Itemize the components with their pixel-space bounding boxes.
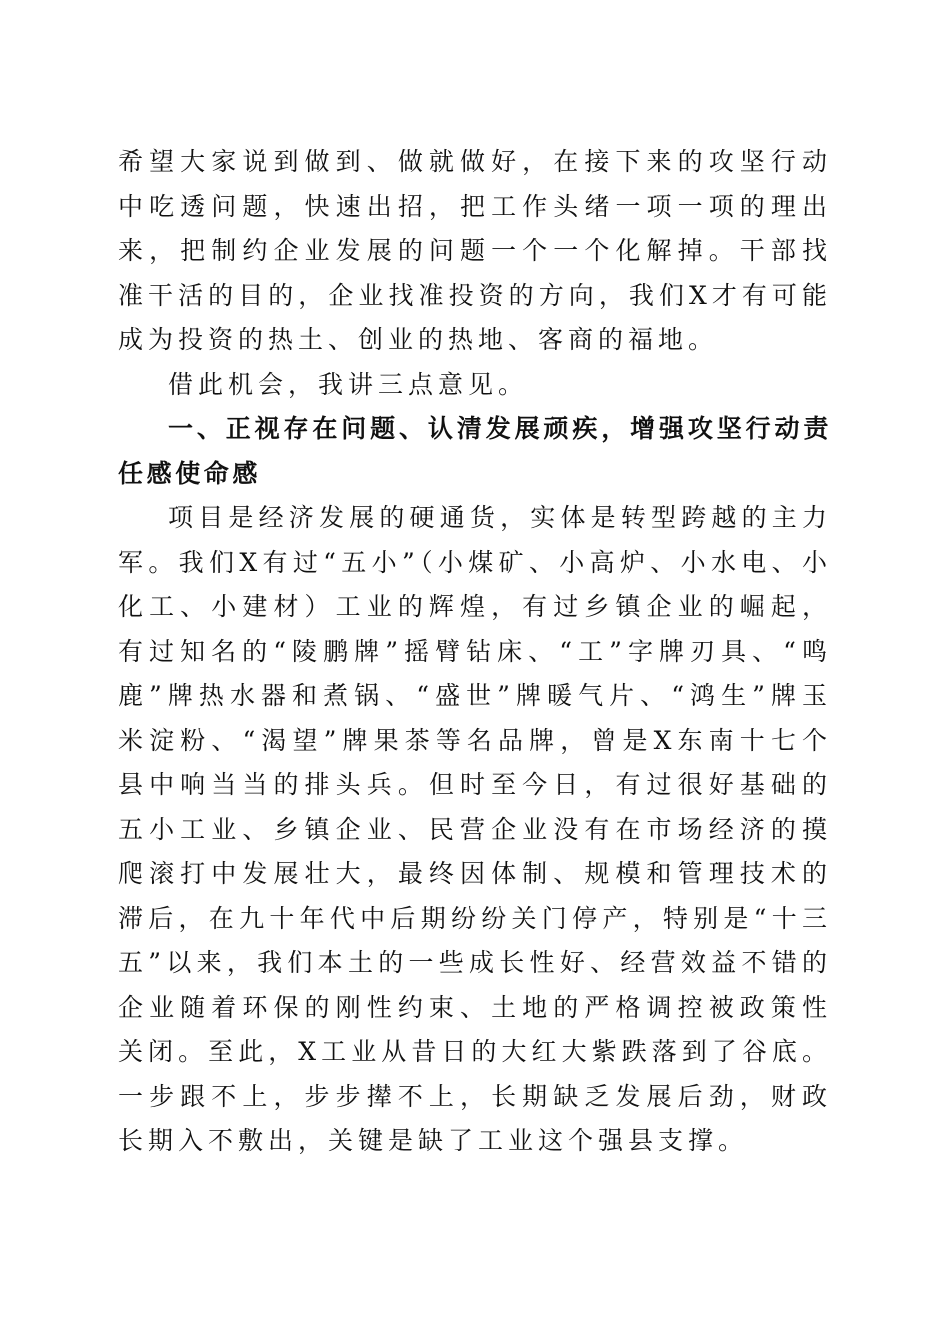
paragraph-intro: 借此机会，我讲三点意见。 bbox=[168, 369, 529, 399]
document-page bbox=[118, 140, 832, 1164]
paragraph-continued: 希望大家说到做到、做就做好，在接下来的攻坚行动中吃透问题，快速出招，把工作头绪一项一项的理出来，把制约企业发展的问题一个一个化解掉。干部找准干活的目的，企业找准投资的方向，我们X才有可能成为投资的热土、创业的热地、客商的福地。 bbox=[118, 147, 832, 354]
section-heading-1: 一、正视存在问题、认清发展顽疾，增强攻坚行动责任感使命感 bbox=[118, 414, 832, 488]
paragraph-section-1-body: 项目是经济发展的硬通货，实体是转型跨越的主力军。我们X有过“五小”（小煤矿、小高炉、小水电、小化工、小建材）工业的辉煌，有过乡镇企业的崛起，有过知名的“陵鹏牌”摇臂钻床、“工”字牌刃具、“鸣鹿”牌热水器和煮锅、“盛世”牌暖气片、“鸿生”牌玉米淀粉、“渴望”牌果茶等名品牌，曾是X东南十七个县中响当当的排头兵。但时至今日，有过很好基础的五小工业、乡镇企业、民营企业没有在市场经济的摸爬滚打中发展壮大，最终因体制、规模和管理技术的滞后，在九十年代中后期纷纷关门停产，特别是“十三五”以来，我们本土的一些成长性好、经营效益不错的企业随着环保的刚性约束、土地的严格调控被政策性关闭。至此，X工业从昔日的大红大紫跌落到了谷底。一步跟不上，步步撵不上，长期缺乏发展后劲，财政长期入不敷出，关键是缺了工业这个强县支撑。 bbox=[118, 503, 832, 1155]
